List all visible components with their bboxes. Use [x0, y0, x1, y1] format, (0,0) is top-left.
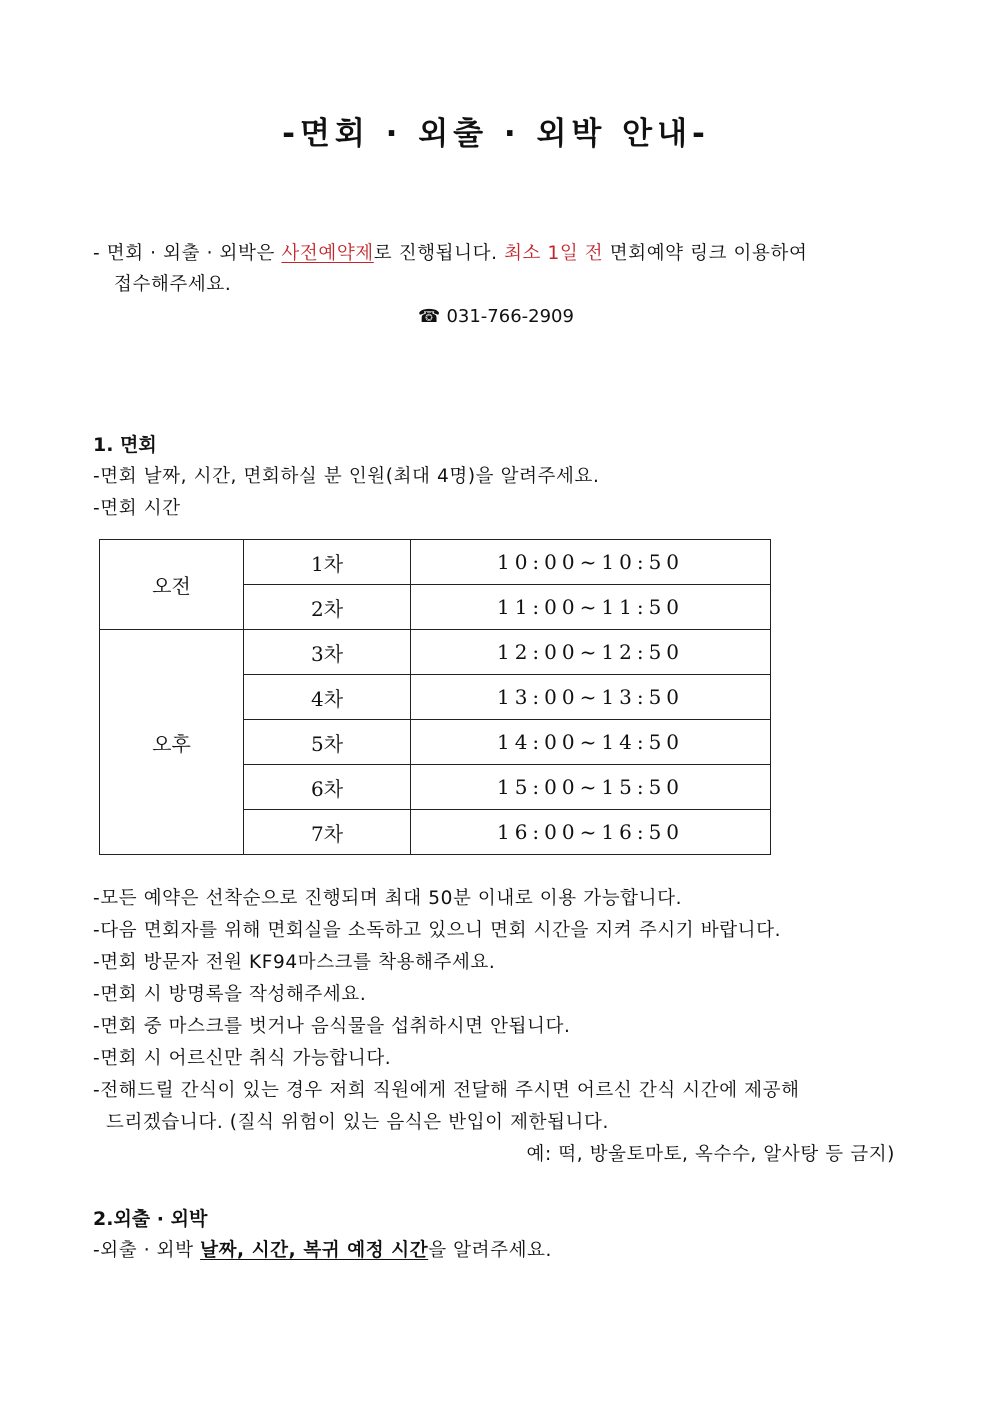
note-line: -모든 예약은 선착순으로 진행되며 최대 50분 이내로 이용 가능합니다. — [93, 888, 683, 909]
note-line: -면회 시 어르신만 취식 가능합니다. — [93, 1048, 392, 1069]
intro-highlight-deadline: 최소 1일 전 — [504, 243, 604, 264]
period-am: 오전 — [100, 540, 244, 630]
intro-line-2: 접수해주세요. — [114, 274, 232, 295]
round-cell: 6차 — [244, 765, 411, 810]
round-cell: 1차 — [244, 540, 411, 585]
intro-prefix: - 면회 · 외출 · 외박은 — [93, 243, 282, 264]
section2-heading: 2.외출 · 외박 — [93, 1208, 208, 1230]
section2-line — [93, 1235, 552, 1267]
intro-highlight-reservation: 사전예약제 — [281, 243, 374, 264]
section1-line-2: -면회 시간 — [93, 498, 181, 519]
section1-line-1: -면회 날짜, 시간, 면회하실 분 인원(최대 4명)을 알려주세요. — [93, 466, 600, 487]
section2-prefix: -외출 · 외박 — [93, 1240, 201, 1261]
page-title: -면회 · 외출 · 외박 안내- — [282, 116, 710, 152]
time-cell: 16:00~16:50 — [411, 810, 771, 855]
round-cell: 2차 — [244, 585, 411, 630]
section2-suffix: 을 알려주세요. — [428, 1240, 553, 1261]
table-row — [100, 630, 771, 675]
intro-line-1 — [93, 238, 807, 270]
round-cell: 7차 — [244, 810, 411, 855]
note-line: -면회 시 방명록을 작성해주세요. — [93, 984, 367, 1005]
note-line: -면회 중 마스크를 벗거나 음식물을 섭취하시면 안됩니다. — [93, 1016, 571, 1037]
section2-emphasis: 날짜, 시간, 복귀 예정 시간 — [200, 1240, 429, 1261]
note-line: -면회 방문자 전원 KF94마스크를 착용해주세요. — [93, 952, 496, 973]
visit-schedule-table — [99, 539, 771, 855]
note-line: -다음 면회자를 위해 면회실을 소독하고 있으니 면회 시간을 지켜 주시기 바랍니다. — [93, 920, 782, 941]
time-cell: 12:00~12:50 — [411, 630, 771, 675]
period-pm: 오후 — [100, 630, 244, 855]
intro-suffix: 면회예약 링크 이용하여 — [603, 243, 808, 264]
table-row — [100, 540, 771, 585]
note-line: -전해드릴 간식이 있는 경우 저희 직원에게 전달해 주시면 어르신 간식 시간에 제공해 — [93, 1080, 800, 1101]
phone-line — [0, 301, 992, 333]
round-cell: 4차 — [244, 675, 411, 720]
time-cell: 14:00~14:50 — [411, 720, 771, 765]
time-cell: 13:00~13:50 — [411, 675, 771, 720]
round-cell: 5차 — [244, 720, 411, 765]
note-line: 예: 떡, 방울토마토, 옥수수, 알사탕 등 금지) — [526, 1144, 895, 1165]
note-line: 드리겠습니다. (질식 위험이 있는 음식은 반입이 제한됩니다. — [106, 1112, 609, 1133]
telephone-icon: ☎ — [418, 306, 441, 327]
phone-number: 031-766-2909 — [446, 306, 574, 327]
time-cell: 11:00~11:50 — [411, 585, 771, 630]
round-cell: 3차 — [244, 630, 411, 675]
section1-heading: 1. 면회 — [93, 434, 157, 456]
time-cell: 15:00~15:50 — [411, 765, 771, 810]
time-cell: 10:00~10:50 — [411, 540, 771, 585]
intro-mid: 로 진행됩니다. — [373, 243, 505, 264]
